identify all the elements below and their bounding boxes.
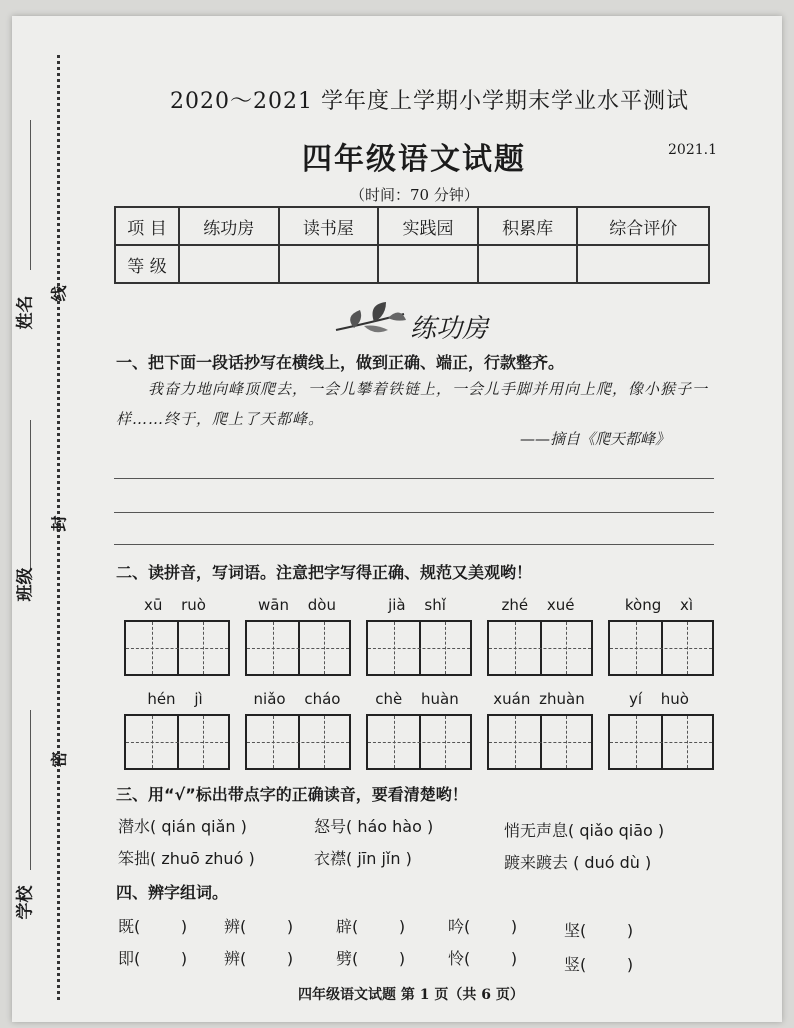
q1-source: ——摘自《爬天都峰》 xyxy=(520,430,671,448)
pinyin-label: kòng xì xyxy=(624,596,694,614)
seal-seal-char: 封 xyxy=(49,515,69,532)
q3-item[interactable]: 怒号( háo hào ) xyxy=(314,817,434,836)
q4-title: 四、辨字组词。 xyxy=(116,883,229,902)
q4-item[interactable]: 既( ) xyxy=(118,917,188,936)
q4-item[interactable]: 劈( ) xyxy=(336,949,406,968)
lily-flower-icon xyxy=(334,300,408,340)
grade-col-reading: 读书屋 xyxy=(279,207,379,245)
pinyin-label: jià shǐ xyxy=(388,596,446,614)
tianzige-box[interactable] xyxy=(487,620,593,676)
q4-item[interactable]: 即( ) xyxy=(118,949,188,968)
q4-item[interactable]: 辨( ) xyxy=(224,949,294,968)
tianzige-box[interactable] xyxy=(487,714,593,770)
grade-cell[interactable] xyxy=(577,245,709,283)
tianzige-box[interactable] xyxy=(124,620,230,676)
pinyin-label: zhé xué xyxy=(501,596,575,614)
q3-item[interactable]: 潜水( qián qiǎn ) xyxy=(118,817,247,836)
q2-title: 二、读拼音，写词语。注意把字写得正确、规范又美观哟！ xyxy=(116,563,533,582)
seal-line-char: 线 xyxy=(49,285,69,302)
grade-cell[interactable] xyxy=(179,245,279,283)
grade-table xyxy=(114,206,710,284)
q3-item[interactable]: 踱来踱去 ( duó dù ) xyxy=(504,853,652,872)
name-label: 姓名 xyxy=(15,295,36,330)
tianzige-box[interactable] xyxy=(245,714,351,770)
grade-cell[interactable] xyxy=(478,245,578,283)
q4-item[interactable]: 辟( ) xyxy=(336,917,406,936)
pinyin-label: chè huàn xyxy=(375,690,459,708)
grade-cell[interactable] xyxy=(378,245,478,283)
pinyin-label: wān dòu xyxy=(258,596,336,614)
copy-line-3[interactable] xyxy=(114,544,714,545)
exam-title: 2020～2021 学年度上学期小学期末学业水平测试 xyxy=(170,89,689,114)
q3-item[interactable]: 笨拙( zhuō zhuó ) xyxy=(118,849,255,868)
q1-title: 一、把下面一段话抄写在横线上，做到正确、端正，行款整齐。 xyxy=(116,353,565,372)
grade-col-practice-garden: 实践园 xyxy=(378,207,478,245)
tianzige-box[interactable] xyxy=(608,620,714,676)
subject-title: 四年级语文试题 xyxy=(302,142,526,177)
q3-item[interactable]: 悄无声息( qiǎo qiāo ) xyxy=(504,821,665,840)
grade-row-label: 等 级 xyxy=(115,245,179,283)
class-label: 班级 xyxy=(15,567,36,602)
q4-item[interactable]: 坚( ) xyxy=(564,921,634,940)
grade-table-grade-row xyxy=(115,245,709,283)
q4-item[interactable]: 怜( ) xyxy=(448,949,518,968)
grade-cell[interactable] xyxy=(279,245,379,283)
school-write-line xyxy=(30,710,31,870)
q3-item[interactable]: 衣襟( jīn jǐn ) xyxy=(314,849,412,868)
tianzige-box[interactable] xyxy=(124,714,230,770)
pinyin-label: yí huò xyxy=(628,690,689,708)
grade-col-item: 项 目 xyxy=(115,207,179,245)
tianzige-box[interactable] xyxy=(366,620,472,676)
grade-col-overall: 综合评价 xyxy=(577,207,709,245)
copy-line-1[interactable] xyxy=(114,478,714,479)
tianzige-box[interactable] xyxy=(366,714,472,770)
copy-line-2[interactable] xyxy=(114,512,714,513)
class-write-line xyxy=(30,420,31,570)
q4-item[interactable]: 辨( ) xyxy=(224,917,294,936)
q4-item[interactable]: 吟( ) xyxy=(448,917,518,936)
exam-duration: （时间：70 分钟） xyxy=(350,186,479,204)
q3-title: 三、用“√”标出带点字的正确读音，要看清楚哟！ xyxy=(116,785,468,804)
q4-item[interactable]: 竖( ) xyxy=(564,955,634,974)
grade-table-header-row xyxy=(115,207,709,245)
grade-col-practice: 练功房 xyxy=(179,207,279,245)
grade-col-accumulation: 积累库 xyxy=(478,207,578,245)
tianzige-box[interactable] xyxy=(608,714,714,770)
section-banner: 练功房 xyxy=(410,314,489,344)
q1-passage: 我奋力地向峰顶爬去，一会儿攀着铁链上，一会儿手脚并用向上爬，像小猴子一样……终于，爬上了天都峰。 xyxy=(116,380,709,428)
pinyin-label: hén jì xyxy=(147,690,203,708)
tianzige-box[interactable] xyxy=(245,620,351,676)
page-footer: 四年级语文试题 第 1 页（共 6 页） xyxy=(298,987,524,1003)
pinyin-label: niǎo cháo xyxy=(253,690,341,708)
exam-date: 2021.1 xyxy=(668,142,717,158)
school-label: 学校 xyxy=(15,885,36,920)
pinyin-label: xuán zhuàn xyxy=(493,690,585,708)
pinyin-label: xū ruò xyxy=(143,596,206,614)
name-write-line xyxy=(30,120,31,270)
seal-secret-char: 密 xyxy=(49,751,69,768)
